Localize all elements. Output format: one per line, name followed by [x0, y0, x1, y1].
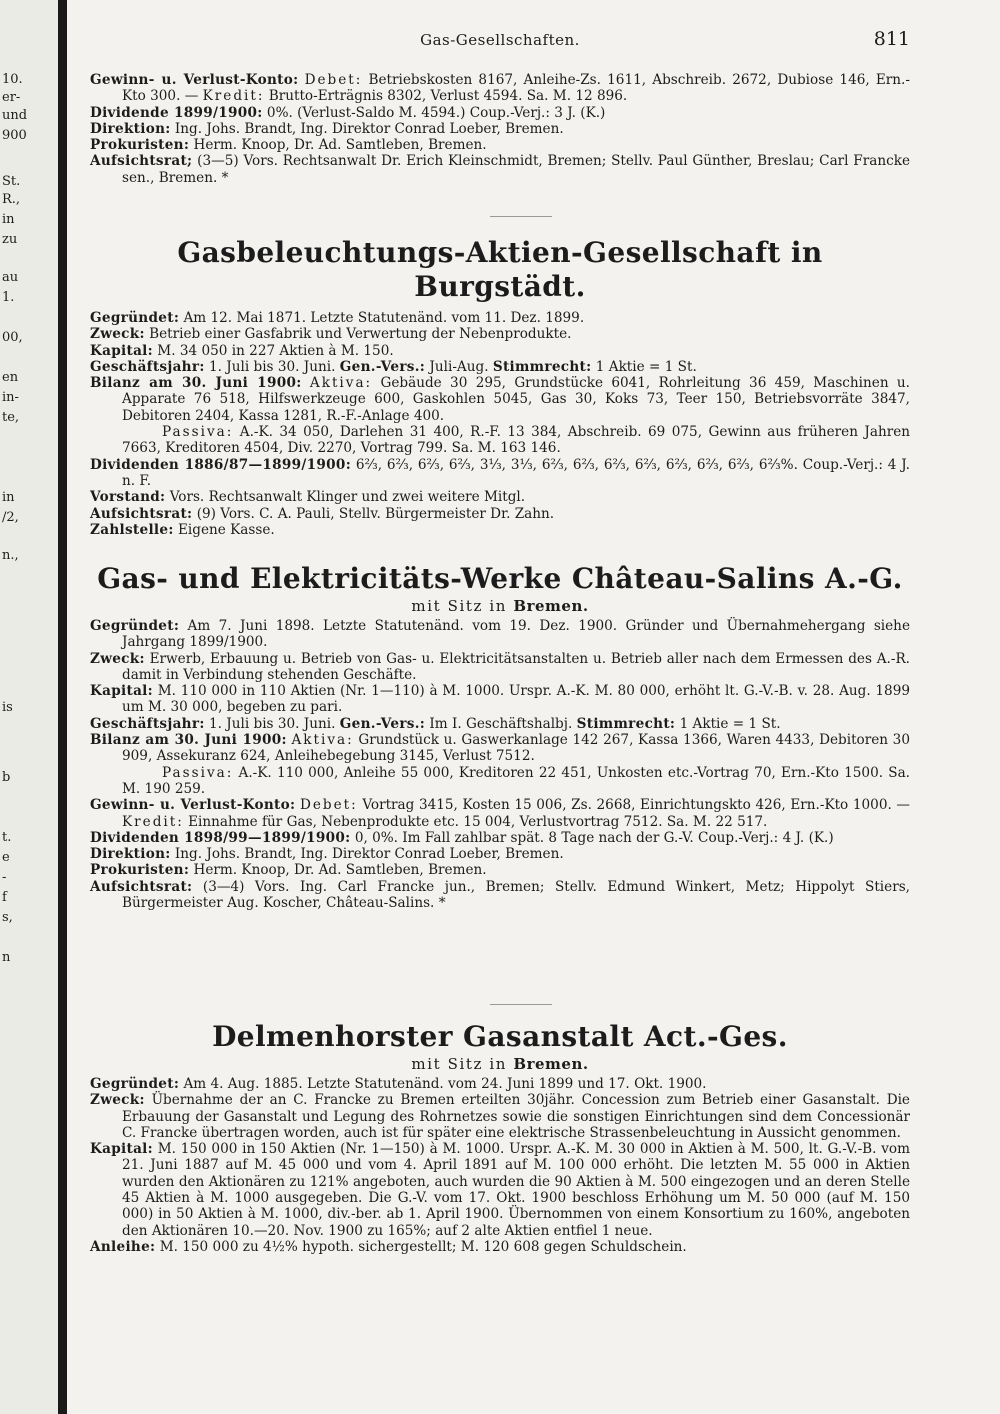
founded-line: Gegründet: Am 12. Mai 1871. Letzte Statutenänd. vom 11. Dez. 1899.: [90, 310, 585, 326]
guv-line: Gewinn- u. Verlust-Konto: Debet: Vortrag 3415, Kosten 15 006, Zs. 2668, Einrichtungskto 426, Ern.-Kto 1000. — Kredit: Einnahme für Gas, Nebenprodukte etc. 15 004, Verlustvortrag 7512. Sa. M. 22 517.: [90, 797, 911, 830]
company-title: Gas- und Elektricitäts-Werke Château-Salins A.-G.: [97, 562, 903, 595]
seat-line: mit Sitz in Bremen.: [411, 1055, 589, 1073]
section-separator: [490, 1004, 552, 1005]
gutter-fragment: /2,: [2, 510, 19, 525]
company-title: Gasbeleuchtungs-Aktien-Gesellschaft in Burgstädt.: [177, 236, 823, 303]
gutter-fragment: St.: [2, 174, 21, 189]
page-header: [90, 28, 910, 54]
balance-aktiva: Bilanz am 30. Juni 1900: Aktiva: Grundstück u. Gaswerkanlage 142 267, Kassa 1366, Waren 4433, Debitoren 30 909, Assekuranz 624, Anleihebegebung 3145, Verlust 7512.: [90, 732, 910, 765]
gutter-fragment: in-: [2, 390, 19, 405]
purpose-line: Zweck: Übernahme der an C. Francke zu Bremen erteilten 30jähr. Concession zum Betrieb einer Gasanstalt. Die Erbauung der Gasanstalt und Legung des Rohrnetzes sowie die sonstigen Einrichtungen sind dem Concessionär C. Francke übertragen worden, auch ist für später eine elektrische Strassenbeleuchtung in Aussicht genommen.: [90, 1092, 910, 1141]
gutter-fragment: R.,: [2, 192, 21, 207]
supervisory-board-line: Aufsichtsrat: (3—4) Vors. Ing. Carl Francke jun., Bremen; Stellv. Edmund Winkert, Metz; Hippolyt Stiers, Bürgermeister Aug. Koscher, Château-Salins. *: [90, 878, 910, 912]
gutter-fragment: te,: [2, 410, 20, 425]
gutter-fragment: und: [2, 108, 28, 123]
fiscal-year-line: Geschäftsjahr: 1. Juli bis 30. Juni. Gen.-Vers.: Juli-Aug. Stimmrecht: 1 Aktie = 1 St.: [90, 358, 697, 375]
direction-line: Direktion: Ing. Johs. Brandt, Ing. Direktor Conrad Loeber, Bremen.: [90, 120, 564, 137]
loan-line: Anleihe: M. 150 000 zu 4½% hypoth. sichergestellt; M. 120 608 gegen Schuldschein.: [90, 1238, 687, 1255]
gutter-fragment: n: [2, 950, 11, 965]
gutter-fragment: 00,: [2, 330, 23, 345]
gutter-fragment: s,: [2, 910, 13, 925]
gutter-fragment: en: [2, 370, 19, 385]
section-separator: [490, 216, 552, 217]
founded-line: Gegründet: Am 4. Aug. 1885. Letzte Statutenänd. vom 24. Juni 1899 und 17. Okt. 1900.: [90, 1076, 707, 1092]
capital-line: Kapital: M. 110 000 in 110 Aktien (Nr. 1—110) à M. 1000. Urspr. A.-K. M. 80 000, erhöht lt. G.-V.-B. v. 28. Aug. 1899 um M. 30 000, begeben zu pari.: [90, 683, 910, 716]
dividends-line: Dividenden 1886/87—1899/1900: 6⅔, 6⅔, 6⅔, 6⅔, 3⅓, 3⅓, 6⅔, 6⅔, 6⅔, 6⅔, 6⅔, 6⅔, 6⅔, 6⅔%. Coup.-Verj.: 4 J. n. F.: [90, 456, 910, 489]
guv-line: Gewinn- u. Verlust-Konto: Debet: Betriebskosten 8167, Anleihe-Zs. 1611, Abschreib. 2672, Dubiose 146, Ern.-Kto 300. — Kredit: Brutto-Erträgnis 8302, Verlust 4594. Sa. M. 12 896.: [90, 72, 910, 105]
balance-aktiva: Bilanz am 30. Juni 1900: Aktiva: Gebäude 30 295, Grundstücke 6041, Rohrleitung 36 459, Maschinen u. Apparate 76 518, Hilfswerkzeuge 600, Gaskohlen 5045, Gas 30, Koks 73, Teer 150, Betriebsvorräte 3847, Debitoren 2404, Kassa 1281, R.-F.-Anlage 400.: [90, 375, 911, 424]
gutter-fragment: in: [2, 212, 15, 227]
paying-agent-line: Zahlstelle: Eigene Kasse.: [90, 521, 275, 538]
gutter-fragment: e: [2, 850, 10, 865]
dividend-line: Dividende 1899/1900: 0%. (Verlust-Saldo M. 4594.) Coup.-Verj.: 3 J. (K.): [90, 104, 606, 121]
balance-passiva: Passiva: A.-K. 34 050, Darlehen 31 400, R.-F. 13 384, Abschreib. 69 075, Gewinn aus früheren Jahren 7663, Kreditoren 4504, Div. 2270, Vortrag 799. Sa. M. 163 146.: [122, 424, 910, 457]
gutter-fragment: is: [2, 700, 13, 715]
balance-passiva: Passiva: A.-K. 110 000, Anleihe 55 000, Kreditoren 22 451, Unkosten etc.-Vortrag 70, Ern.-Kto 1500. Sa. M. 190 259.: [122, 764, 910, 797]
seat-line: mit Sitz in Bremen.: [411, 597, 589, 615]
gutter-fragment: b: [2, 770, 11, 785]
running-title: Gas-Gesellschaften.: [420, 31, 580, 49]
gutter-fragment: er-: [2, 90, 21, 105]
company-title: Delmenhorster Gasanstalt Act.-Ges.: [212, 1020, 788, 1053]
page-number: 811: [873, 28, 910, 50]
supervisory-board-line: Aufsichtsrat: (9) Vors. C. A. Pauli, Stellv. Bürgermeister Dr. Zahn.: [90, 505, 555, 522]
gutter-fragment: au: [2, 270, 19, 285]
entry-chateau-salins: [90, 562, 910, 911]
gutter-fragment: n.,: [2, 548, 19, 563]
capital-line: Kapital: M. 34 050 in 227 Aktien à M. 150.: [90, 342, 394, 359]
fiscal-year-line: Geschäftsjahr: 1. Juli bis 30. Juni. Gen.-Vers.: Im I. Geschäftshalbj. Stimmrecht: 1 Aktie = 1 St.: [90, 715, 781, 732]
board-line: Aufsichtsrat; (3—5) Vors. Rechtsanwalt Dr. Erich Kleinschmidt, Bremen; Stellv. Paul Günther, Breslau; Carl Francke sen., Bremen. *: [90, 153, 910, 186]
proxies-line: Prokuristen: Herm. Knoop, Dr. Ad. Samtleben, Bremen.: [90, 862, 487, 879]
gutter-fragment: zu: [2, 232, 18, 247]
gutter-fragment: 900: [2, 128, 27, 143]
direction-line: Direktion: Ing. Johs. Brandt, Ing. Direktor Conrad Loeber, Bremen.: [90, 846, 564, 863]
dividends-line: Dividenden 1898/99—1899/1900: 0, 0%. Im Fall zahlbar spät. 8 Tage nach der G.-V. Coup.-Verj.: 4 J. (K.): [90, 829, 834, 846]
founded-line: Gegründet: Am 7. Juni 1898. Letzte Statutenänd. vom 19. Dez. 1900. Gründer und Übernahmehergang siehe Jahrgang 1899/1900.: [90, 618, 910, 651]
binding-rule: [58, 0, 67, 1414]
gutter-fragment: f: [2, 890, 7, 905]
board-of-directors-line: Vorstand: Vors. Rechtsanwalt Klinger und zwei weitere Mitgl.: [90, 489, 526, 506]
purpose-line: Zweck: Erwerb, Erbauung u. Betrieb von Gas- u. Elektricitätsanstalten u. Betrieb aller nach dem Ermessen des A.-R. damit in Verbindung stehenden Geschäfte.: [90, 650, 910, 683]
gutter-fragment: -: [2, 870, 7, 885]
gutter-fragment: 1.: [2, 290, 15, 305]
entry-burgstaedt: [90, 236, 910, 538]
gutter-fragment: t.: [2, 830, 12, 845]
entry-delmenhorst: [90, 1020, 910, 1255]
gutter-fragment: 10.: [2, 72, 23, 87]
proxies-line: Prokuristen: Herm. Knoop, Dr. Ad. Samtleben, Bremen.: [90, 137, 487, 154]
purpose-line: Zweck: Betrieb einer Gasfabrik und Verwertung der Nebenprodukte.: [90, 326, 572, 343]
gutter-fragment: in: [2, 490, 15, 505]
entry-continuation: [90, 72, 910, 186]
capital-line: Kapital: M. 150 000 in 150 Aktien (Nr. 1—150) à M. 1000. Urspr. A.-K. M. 30 000 in Aktien à M. 500, lt. G.-V.-B. vom 21. Juni 1887 auf M. 45 000 und vom 4. April 1891 auf M. 100 000 erhöht. Die letzten M. 55 000 in Aktien wurden den Aktionären zu 121% angeboten, auch wurden die 90 Aktien à M. 500 eingezogen und an deren Stelle 45 Aktien à M. 1000 ausgegeben. Die G.-V. vom 17. Okt. 1900 beschloss Erhöhung um M. 50 000 (auf M. 150 000) in 50 Aktien à M. 1000, div.-ber. ab 1. April 1900. Übernommen von einem Konsortium zu 160%, angeboten den Aktionären 10.—20. Nov. 1900 zu 165%; auf 2 alte Aktien entfiel 1 neue.: [90, 1141, 911, 1239]
